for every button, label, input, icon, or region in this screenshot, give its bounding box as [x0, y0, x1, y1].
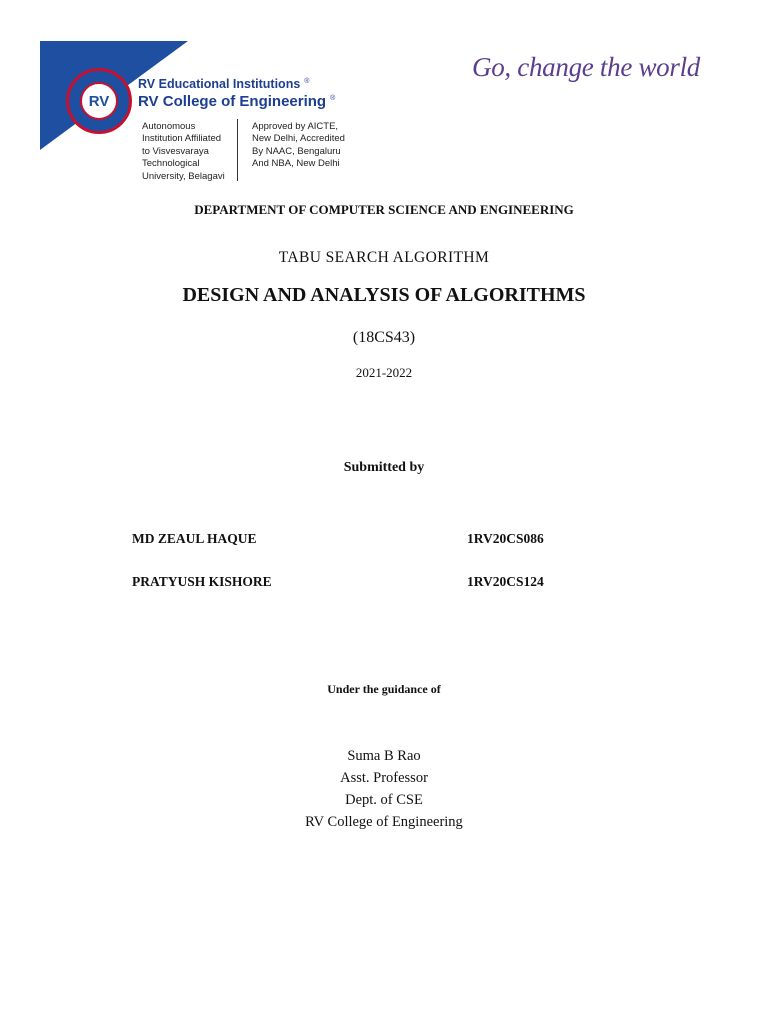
info-divider [237, 119, 238, 181]
accreditation-line: New Delhi, Accredited [252, 133, 345, 145]
accreditation-info [252, 121, 345, 171]
accreditation-line: And NBA, New Delhi [252, 158, 340, 170]
affiliation-line: University, Belagavi [142, 170, 225, 182]
student-name: MD ZEAUL HAQUE [132, 531, 257, 546]
affiliation-line: to Visvesvaraya [142, 145, 209, 157]
accreditation-line: Approved by AICTE, [252, 121, 339, 132]
college-logo [66, 68, 132, 134]
accreditation-line: By NAAC, Bengaluru [252, 145, 341, 157]
guide-details [0, 745, 768, 833]
guide-name: Suma B Rao [347, 748, 421, 764]
guidance-label: Under the guidance of [327, 682, 441, 696]
course-code: (18CS43) [352, 329, 416, 346]
institution-group-name: RV Educational Institutions ® [138, 77, 310, 91]
logo-monogram: RV [80, 82, 118, 120]
college-name: RV College of Engineering ® [138, 93, 336, 110]
course-title: DESIGN AND ANALYSIS OF ALGORITHMS [182, 284, 586, 306]
guide-department: Dept. of CSE [345, 792, 423, 808]
affiliation-info [142, 121, 225, 183]
submitted-by-label: Submitted by [343, 460, 425, 475]
department-heading: DEPARTMENT OF COMPUTER SCIENCE AND ENGINEERING [194, 202, 574, 217]
guide-designation: Asst. Professor [340, 770, 428, 786]
academic-year: 2021-2022 [355, 365, 413, 380]
student-usn: 1RV20CS086 [467, 531, 544, 546]
project-title: TABU SEARCH ALGORITHM [278, 249, 490, 266]
tagline: Go, change the world [472, 52, 700, 82]
affiliation-line: Technological [142, 158, 200, 170]
guide-college: RV College of Engineering [305, 814, 463, 830]
student-name: PRATYUSH KISHORE [132, 574, 272, 589]
student-usn: 1RV20CS124 [467, 574, 544, 589]
affiliation-line: Autonomous [142, 121, 196, 132]
affiliation-line: Institution Affiliated [142, 133, 222, 145]
